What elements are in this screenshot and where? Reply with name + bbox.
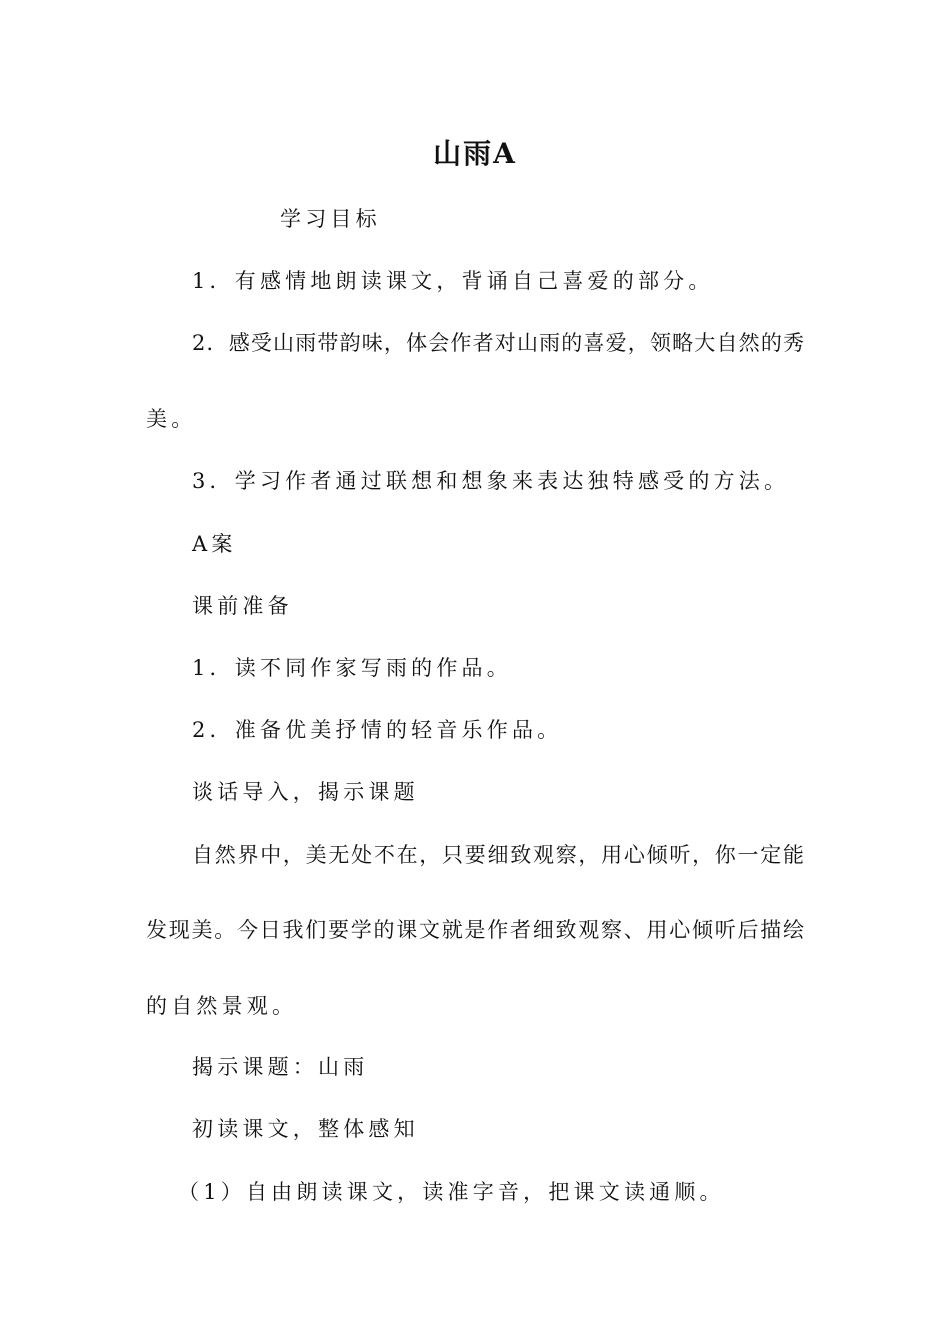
section-heading-first-reading: 初读课文，整体感知 bbox=[192, 1117, 419, 1141]
goal-item-3: 3．学习作者通过联想和想象来表达独特感受的方法。 bbox=[192, 469, 790, 493]
intro-paragraph-line-3: 的自然景观。 bbox=[146, 994, 298, 1018]
intro-paragraph-line-1: 自然界中，美无处不在，只要细致观察，用心倾听，你一定能 bbox=[192, 843, 804, 867]
goal-item-2: 2．感受山雨带韵味，体会作者对山雨的喜爱，领略大自然的秀 bbox=[192, 331, 804, 355]
section-heading-plan-a: A案 bbox=[192, 532, 237, 556]
topic-reveal: 揭示课题：山雨 bbox=[192, 1055, 369, 1079]
goal-item-2-continued: 美。 bbox=[146, 407, 197, 431]
reading-step-1: （1）自由朗读课文，读准字音，把课文读通顺。 bbox=[178, 1180, 725, 1204]
preparation-item-2: 2．准备优美抒情的轻音乐作品。 bbox=[192, 718, 563, 742]
section-heading-learning-goals: 学习目标 bbox=[280, 207, 381, 231]
section-heading-introduction: 谈话导入，揭示课题 bbox=[192, 780, 419, 804]
document-title: 山雨A bbox=[433, 137, 517, 170]
preparation-item-1: 1．读不同作家写雨的作品。 bbox=[192, 656, 512, 680]
section-heading-preparation: 课前准备 bbox=[192, 594, 293, 618]
goal-item-1: 1．有感情地朗读课文，背诵自己喜爱的部分。 bbox=[192, 269, 714, 293]
intro-paragraph-line-2: 发现美。今日我们要学的课文就是作者细致观察、用心倾听后描绘 bbox=[146, 918, 804, 942]
